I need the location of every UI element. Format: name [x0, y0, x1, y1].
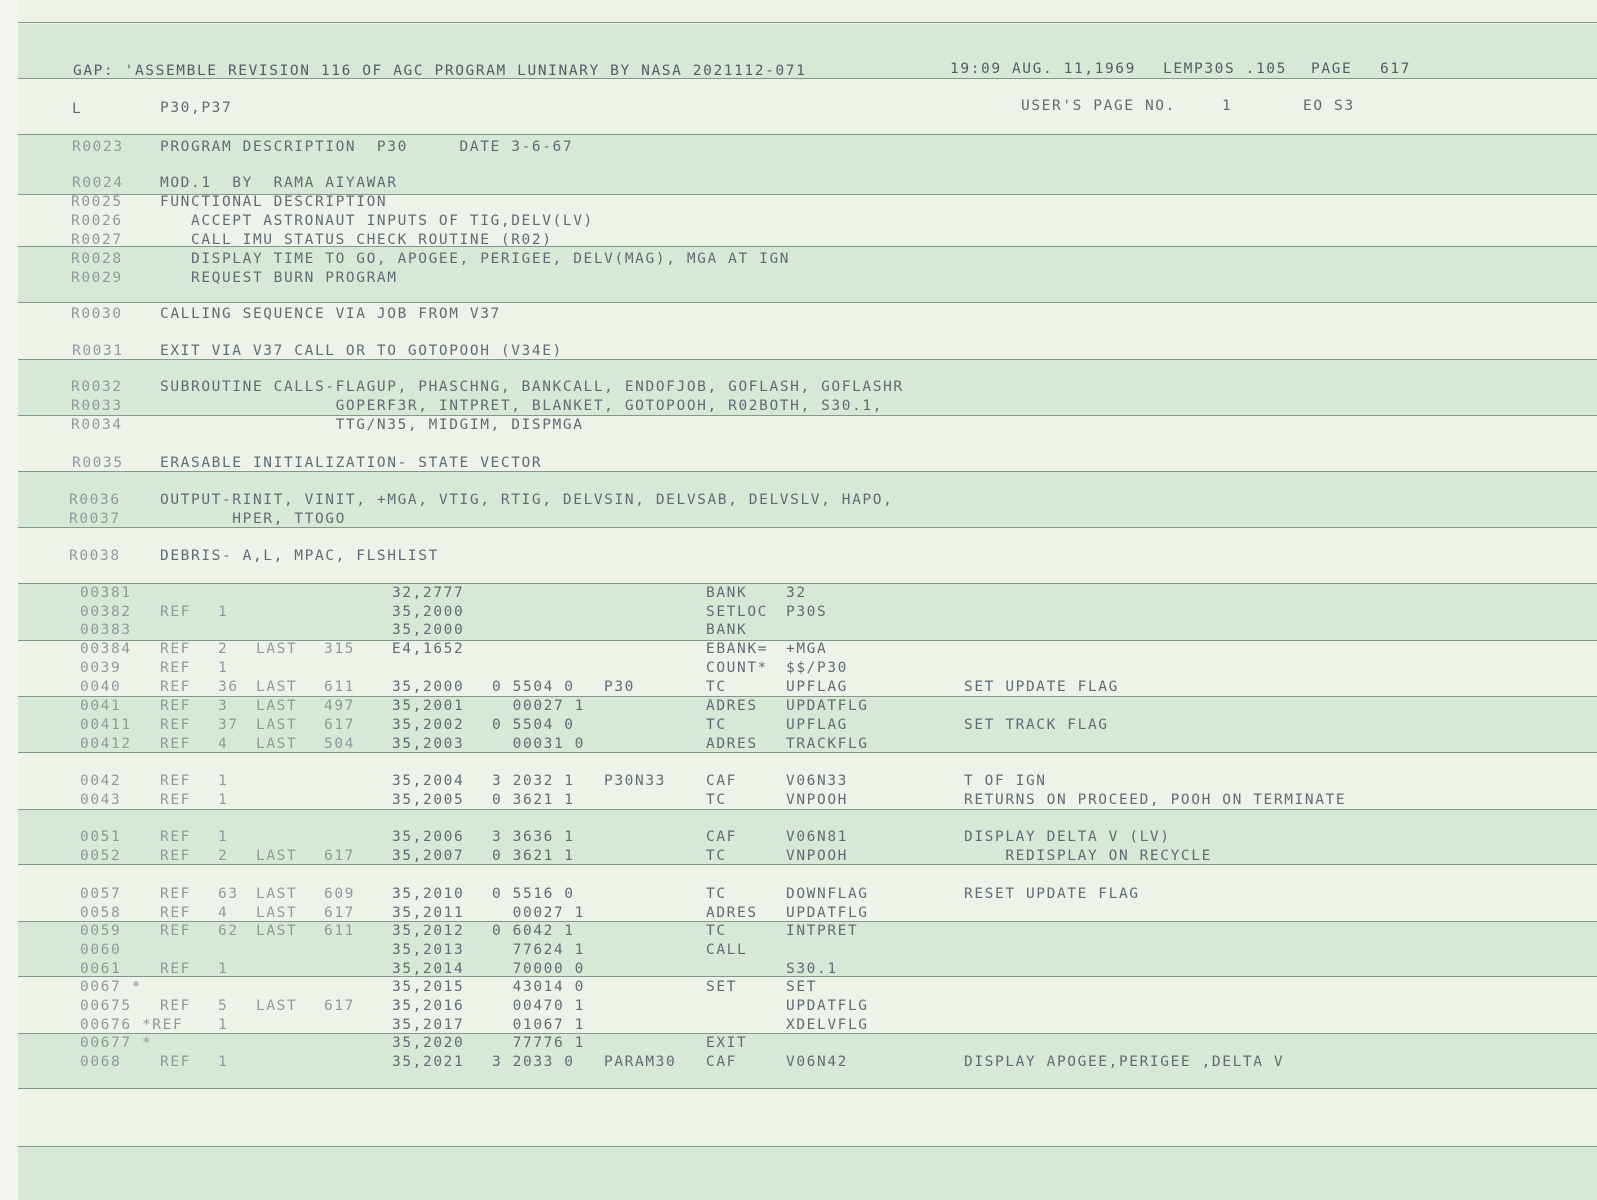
code-ref: REF [160, 829, 191, 845]
code-word: 3 2032 1 [492, 773, 575, 789]
code-line-number: 00411 [80, 717, 132, 733]
code-line-number: 0059 [80, 923, 122, 939]
code-ref: REF [160, 961, 191, 977]
code-line-number: 00383 [80, 622, 132, 638]
fold-rule [18, 302, 1597, 303]
description-line-number: R0028 [71, 251, 123, 267]
listing-datetime: 19:09 AUG. 11,1969 [950, 61, 1136, 77]
code-line-number: 0060 [80, 942, 122, 958]
description-line-number: R0034 [71, 417, 123, 433]
code-address: 35,2011 [392, 905, 465, 921]
description-line-text: FUNCTIONAL DESCRIPTION [160, 194, 388, 210]
code-address: 35,2003 [392, 736, 465, 752]
code-ref: REF [160, 905, 191, 921]
code-comment: RETURNS ON PROCEED, POOH ON TERMINATE [964, 792, 1347, 808]
fold-rule [18, 752, 1597, 753]
code-ref: REF [160, 660, 191, 676]
code-ref-count: 1 [218, 829, 229, 845]
code-line-number: 00382 [80, 604, 132, 620]
fold-rule [18, 921, 1597, 922]
code-last: LAST [256, 848, 298, 864]
description-line-text: EXIT VIA V37 CALL OR TO GOTOPOOH (V34E) [160, 343, 563, 359]
code-last-page: 617 [324, 848, 355, 864]
code-last-page: 617 [324, 905, 355, 921]
code-ref-count: 1 [218, 1017, 229, 1033]
code-ref-count: 2 [218, 848, 229, 864]
code-comment: DISPLAY APOGEE,PERIGEE ,DELTA V [964, 1054, 1285, 1070]
code-ref: REF [160, 698, 191, 714]
code-word: 0 5516 0 [492, 886, 575, 902]
code-last: LAST [256, 679, 298, 695]
code-word: 0 5504 0 [492, 679, 575, 695]
code-operand: UPFLAG [786, 717, 848, 733]
code-operand: UPDATFLG [786, 698, 869, 714]
description-line-text: ACCEPT ASTRONAUT INPUTS OF TIG,DELV(LV) [160, 213, 594, 229]
fold-rule [18, 809, 1597, 810]
code-word: 3 2033 0 [492, 1054, 575, 1070]
description-line-number: R0036 [69, 492, 121, 508]
code-ref-count: 1 [218, 1054, 229, 1070]
code-comment: RESET UPDATE FLAG [964, 886, 1140, 902]
code-line-number: 0068 [80, 1054, 122, 1070]
code-word: 01067 1 [492, 1017, 585, 1033]
fold-rule [18, 415, 1597, 416]
code-last-page: 315 [324, 641, 355, 657]
description-line-number: R0023 [72, 139, 124, 155]
code-ref: REF [160, 848, 191, 864]
code-operand: UPFLAG [786, 679, 848, 695]
description-line-text: TTG/N35, MIDGIM, DISPMGA [160, 417, 584, 433]
users-page-label: USER'S PAGE NO. [1021, 98, 1176, 114]
code-opcode: TC [706, 886, 727, 902]
code-opcode: TC [706, 717, 727, 733]
code-ref-count: 63 [218, 886, 239, 902]
code-opcode: SETLOC [706, 604, 768, 620]
code-operand: 32 [786, 585, 807, 601]
code-last-page: 611 [324, 923, 355, 939]
description-line-number: R0027 [71, 232, 123, 248]
code-address: 35,2021 [392, 1054, 465, 1070]
code-opcode: CAF [706, 829, 737, 845]
code-ref: REF [160, 604, 191, 620]
code-last-page: 611 [324, 679, 355, 695]
code-line-number: 00381 [80, 585, 132, 601]
subheader-code: EO S3 [1303, 98, 1355, 114]
code-address: 35,2014 [392, 961, 465, 977]
description-line-number: R0035 [72, 455, 124, 471]
description-line-text: CALL IMU STATUS CHECK ROUTINE (R02) [160, 232, 553, 248]
description-line-text: OUTPUT-RINIT, VINIT, +MGA, VTIG, RTIG, DELVSIN, DELVSAB, DELVSLV, HAPO, [160, 492, 894, 508]
code-line-number: 00384 [80, 641, 132, 657]
description-line-text: ERASABLE INITIALIZATION- STATE VECTOR [160, 455, 543, 471]
code-comment: DISPLAY DELTA V (LV) [964, 829, 1171, 845]
code-last: LAST [256, 641, 298, 657]
description-line-number: R0026 [71, 213, 123, 229]
code-ref-count: 37 [218, 717, 239, 733]
code-address: 35,2017 [392, 1017, 465, 1033]
code-opcode: BANK [706, 585, 748, 601]
code-operand: VNPOOH [786, 848, 848, 864]
code-line-number: 0061 [80, 961, 122, 977]
code-opcode: TC [706, 848, 727, 864]
description-line-number: R0032 [71, 379, 123, 395]
code-address: 32,2777 [392, 585, 465, 601]
code-address: 35,2010 [392, 886, 465, 902]
code-line-number: 0040 [80, 679, 122, 695]
code-last-page: 617 [324, 717, 355, 733]
description-line-text: REQUEST BURN PROGRAM [160, 270, 398, 286]
code-address: 35,2007 [392, 848, 465, 864]
code-line-number: 00676 *REF [80, 1017, 184, 1033]
code-comment: REDISPLAY ON RECYCLE [964, 848, 1212, 864]
description-line-number: R0025 [71, 194, 123, 210]
code-operand: TRACKFLG [786, 736, 869, 752]
code-ref: REF [160, 1054, 191, 1070]
code-word: 0 6042 1 [492, 923, 575, 939]
code-line-number: 0067 * [80, 979, 142, 995]
code-ref: REF [160, 998, 191, 1014]
code-opcode: TC [706, 923, 727, 939]
code-operand: XDELVFLG [786, 1017, 869, 1033]
code-operand: +MGA [786, 641, 828, 657]
code-ref: REF [160, 792, 191, 808]
code-last: LAST [256, 905, 298, 921]
description-line-text: DEBRIS- A,L, MPAC, FLSHLIST [160, 548, 439, 564]
description-line-text: DISPLAY TIME TO GO, APOGEE, PERIGEE, DELV(MAG), MGA AT IGN [160, 251, 791, 267]
code-ref: REF [160, 717, 191, 733]
code-opcode: EBANK= [706, 641, 768, 657]
description-line-number: R0024 [72, 175, 124, 191]
code-word: 77776 1 [492, 1035, 585, 1051]
description-line-text: MOD.1 BY RAMA AIYAWAR [160, 175, 398, 191]
code-ref-count: 3 [218, 698, 229, 714]
description-line-text: CALLING SEQUENCE VIA JOB FROM V37 [160, 306, 501, 322]
description-line-number: R0033 [71, 398, 123, 414]
band [18, 1146, 1597, 1200]
code-ref-count: 36 [218, 679, 239, 695]
code-last: LAST [256, 736, 298, 752]
code-address: 35,2005 [392, 792, 465, 808]
code-operand: UPDATFLG [786, 905, 869, 921]
code-ref-count: 4 [218, 905, 229, 921]
code-line-number: 0043 [80, 792, 122, 808]
code-address: 35,2006 [392, 829, 465, 845]
code-word: 00027 1 [492, 905, 585, 921]
code-label: PARAM30 [604, 1054, 677, 1070]
code-line-number: 0057 [80, 886, 122, 902]
code-ref-count: 62 [218, 923, 239, 939]
code-line-number: 00677 * [80, 1035, 153, 1051]
code-address: 35,2000 [392, 679, 465, 695]
code-label: P30N33 [604, 773, 666, 789]
code-operand: $$/P30 [786, 660, 848, 676]
code-opcode: BANK [706, 622, 748, 638]
code-comment: T OF IGN [964, 773, 1047, 789]
fold-rule [18, 696, 1597, 697]
code-line-number: 0039 [80, 660, 122, 676]
description-line-text: PROGRAM DESCRIPTION P30 DATE 3-6-67 [160, 139, 574, 155]
code-address: 35,2004 [392, 773, 465, 789]
code-opcode: ADRES [706, 698, 758, 714]
code-ref: REF [160, 773, 191, 789]
description-line-number: R0031 [72, 343, 124, 359]
code-operand: V06N42 [786, 1054, 848, 1070]
code-ref-count: 1 [218, 660, 229, 676]
listing-id: LEMP30S .105 [1163, 61, 1287, 77]
code-comment: SET TRACK FLAG [964, 717, 1109, 733]
fold-rule [18, 1033, 1597, 1034]
code-word: 77624 1 [492, 942, 585, 958]
code-operand: S30.1 [786, 961, 838, 977]
description-line-text: GOPERF3R, INTPRET, BLANKET, GOTOPOOH, R02BOTH, S30.1, [160, 398, 884, 414]
code-word: 3 3636 1 [492, 829, 575, 845]
code-operand: UPDATFLG [786, 998, 869, 1014]
subheader-programs: P30,P37 [160, 100, 233, 116]
code-opcode: TC [706, 679, 727, 695]
code-address: 35,2000 [392, 622, 465, 638]
code-operand: SET [786, 979, 817, 995]
code-ref: REF [160, 641, 191, 657]
code-last-page: 609 [324, 886, 355, 902]
description-line-number: R0030 [71, 306, 123, 322]
code-address: 35,2002 [392, 717, 465, 733]
code-last: LAST [256, 998, 298, 1014]
code-opcode: ADRES [706, 736, 758, 752]
code-operand: P30S [786, 604, 828, 620]
code-comment: SET UPDATE FLAG [964, 679, 1119, 695]
code-address: 35,2015 [392, 979, 465, 995]
printout-paper [18, 0, 1597, 1200]
code-line-number: 0052 [80, 848, 122, 864]
code-address: 35,2016 [392, 998, 465, 1014]
code-opcode: SET [706, 979, 737, 995]
code-ref-count: 2 [218, 641, 229, 657]
code-operand: VNPOOH [786, 792, 848, 808]
code-opcode: CAF [706, 1054, 737, 1070]
code-address: 35,2001 [392, 698, 465, 714]
code-opcode: CALL [706, 942, 748, 958]
code-address: 35,2012 [392, 923, 465, 939]
code-operand: V06N81 [786, 829, 848, 845]
page-margin [0, 0, 18, 1200]
code-last: LAST [256, 886, 298, 902]
code-line-number: 00412 [80, 736, 132, 752]
code-line-number: 0041 [80, 698, 122, 714]
code-ref: REF [160, 679, 191, 695]
code-word: 00470 1 [492, 998, 585, 1014]
fold-rule [18, 359, 1597, 360]
code-last-page: 504 [324, 736, 355, 752]
code-ref: REF [160, 736, 191, 752]
code-opcode: TC [706, 792, 727, 808]
code-last: LAST [256, 698, 298, 714]
code-line-number: 0058 [80, 905, 122, 921]
code-last: LAST [256, 923, 298, 939]
code-operand: V06N33 [786, 773, 848, 789]
fold-rule [18, 22, 1597, 23]
code-ref: REF [160, 886, 191, 902]
description-line-number: R0037 [69, 511, 121, 527]
listing-title: GAP: 'ASSEMBLE REVISION 116 OF AGC PROGRAM LUNINARY BY NASA 2021112-071 [73, 63, 807, 79]
description-line-text: HPER, TTOGO [160, 511, 346, 527]
code-word: 00031 0 [492, 736, 585, 752]
description-line-text: SUBROUTINE CALLS-FLAGUP, PHASCHNG, BANKCALL, ENDOFJOB, GOFLASH, GOFLASHR [160, 379, 904, 395]
code-address: 35,2013 [392, 942, 465, 958]
code-ref: REF [160, 923, 191, 939]
page-number: 617 [1380, 61, 1411, 77]
code-word: 43014 0 [492, 979, 585, 995]
fold-rule [18, 134, 1597, 135]
description-line-number: R0029 [71, 270, 123, 286]
code-label: P30 [604, 679, 635, 695]
code-address: E4,1652 [392, 641, 465, 657]
code-opcode: CAF [706, 773, 737, 789]
fold-rule [18, 471, 1597, 472]
code-ref-count: 1 [218, 773, 229, 789]
users-page-number: 1 [1222, 98, 1233, 114]
fold-rule [18, 527, 1597, 528]
code-address: 35,2000 [392, 604, 465, 620]
code-last-page: 497 [324, 698, 355, 714]
subheader-marker: L [72, 101, 83, 117]
description-line-number: R0038 [69, 548, 121, 564]
code-word: 70000 0 [492, 961, 585, 977]
code-ref-count: 1 [218, 961, 229, 977]
code-opcode: ADRES [706, 905, 758, 921]
code-ref-count: 1 [218, 792, 229, 808]
code-opcode: EXIT [706, 1035, 748, 1051]
fold-rule [18, 864, 1597, 865]
code-ref-count: 5 [218, 998, 229, 1014]
code-operand: INTPRET [786, 923, 859, 939]
code-ref-count: 4 [218, 736, 229, 752]
code-line-number: 0051 [80, 829, 122, 845]
code-last-page: 617 [324, 998, 355, 1014]
fold-rule [18, 1088, 1597, 1089]
code-opcode: COUNT* [706, 660, 768, 676]
code-word: 0 5504 0 [492, 717, 575, 733]
code-operand: DOWNFLAG [786, 886, 869, 902]
code-line-number: 0042 [80, 773, 122, 789]
page-label: PAGE [1311, 61, 1353, 77]
code-ref-count: 1 [218, 604, 229, 620]
code-word: 0 3621 1 [492, 848, 575, 864]
code-last: LAST [256, 717, 298, 733]
code-line-number: 00675 [80, 998, 132, 1014]
code-word: 0 3621 1 [492, 792, 575, 808]
fold-rule [18, 583, 1597, 584]
code-address: 35,2020 [392, 1035, 465, 1051]
fold-rule [18, 1146, 1597, 1147]
code-word: 00027 1 [492, 698, 585, 714]
